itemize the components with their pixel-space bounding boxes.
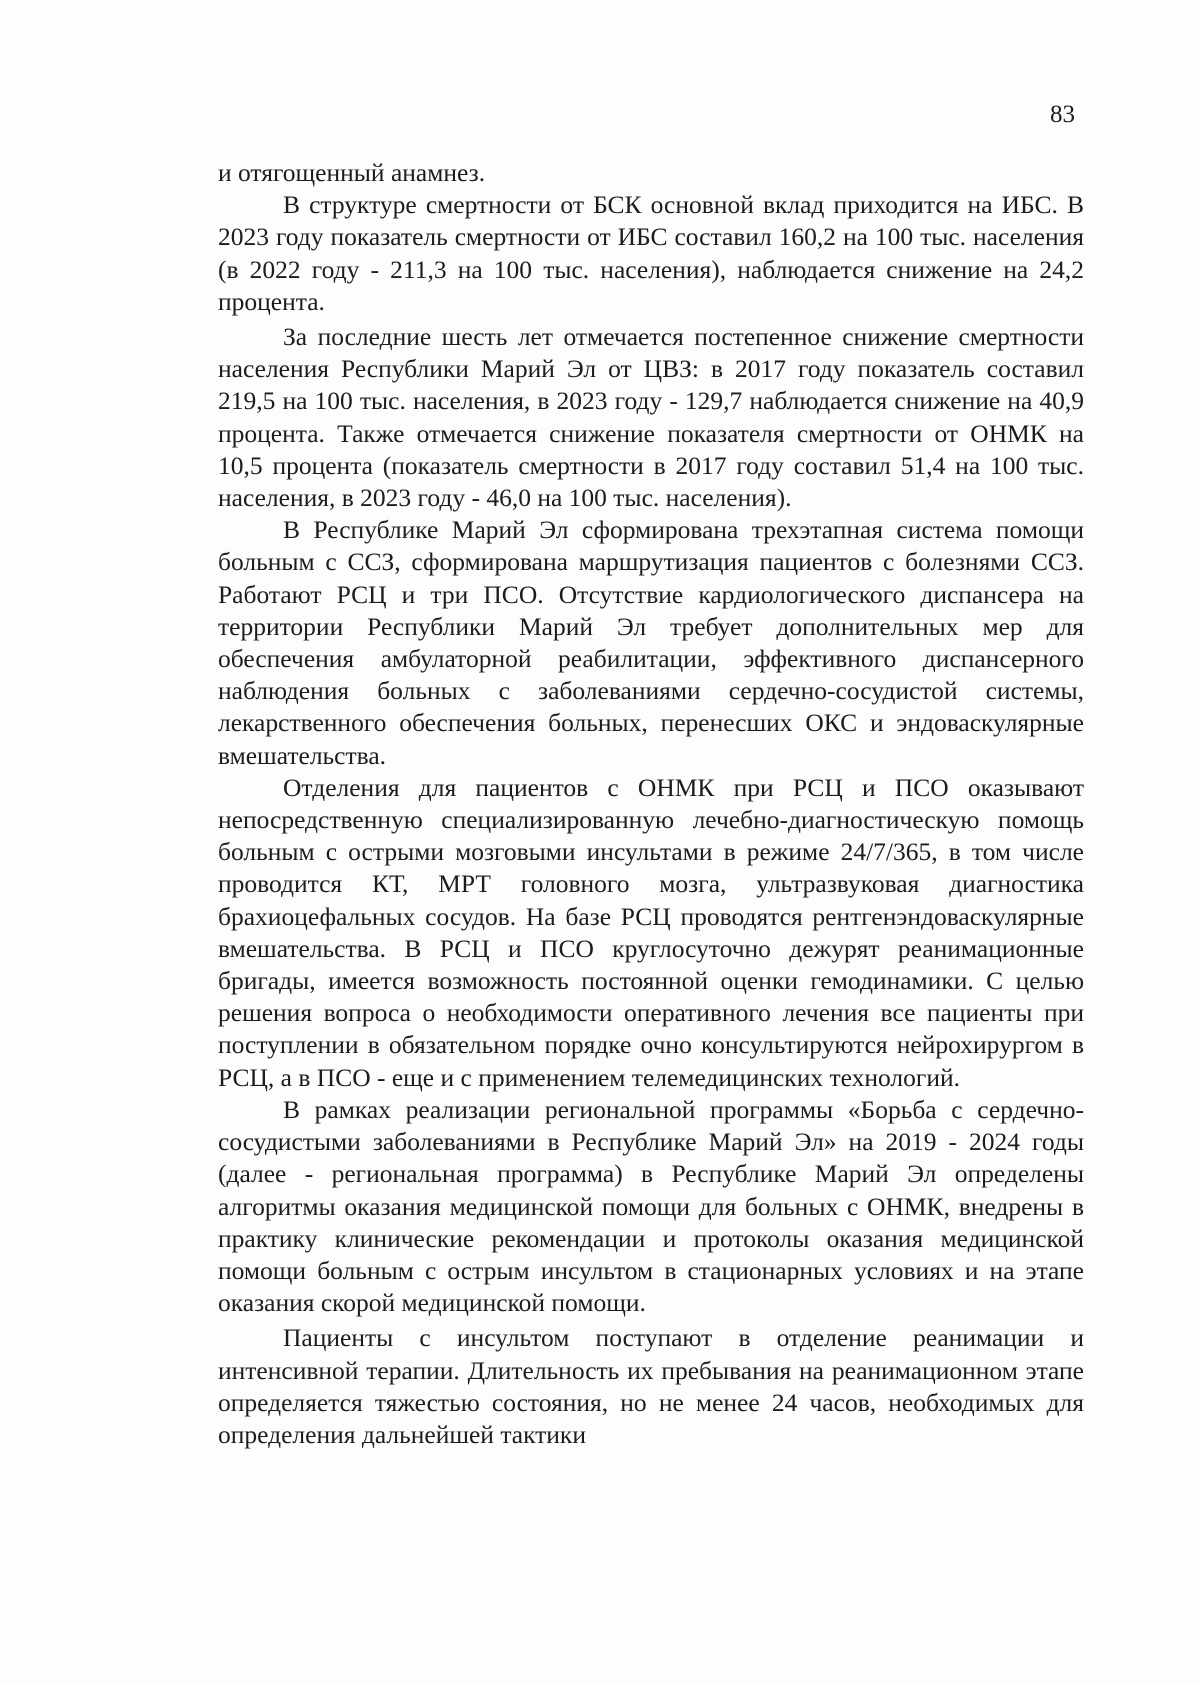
paragraph-cvd-mortality-trend: За последние шесть лет отмечается постепенное снижение смертности населения Республики Марий Эл от ЦВЗ: в 2017 году показатель составил 219,5 на 100 тыс. населения, в 2023 году - 129,7 наблюдается снижение на 40,9 процента. Также отмечается снижение показателя смертности от ОНМК на 10,5 процента (показатель смертности в 2017 году составил 51,4 на 100 тыс. населения, в 2023 году - 46,0 на 100 тыс. населения).	[218, 322, 1084, 513]
page-number: 83	[1050, 101, 1075, 128]
paragraph-stroke-patients: Пациенты с инсультом поступают в отделение реанимации и интенсивной терапии. Длительность их пребывания на реанимационном этапе определяется тяжестью состояния, но не менее 24 часов, необходимых для определения дальнейшей тактики	[218, 1323, 1084, 1449]
paragraph-ihd-mortality: В структуре смертности от БСК основной вклад приходится на ИБС. В 2023 году показатель смертности от ИБС составил 160,2 на 100 тыс. населения (в 2022 году - 211,3 на 100 тыс. населения), наблюдается снижение на 24,2 процента.	[218, 190, 1084, 316]
paragraph-stroke-departments: Отделения для пациентов с ОНМК при РСЦ и ПСО оказывают непосредственную специализированную лечебно-диагностическую помощь больным с острыми мозговыми инсультами в режиме 24/7/365, в том числе проводится КТ, МРТ головного мозга, ультразвуковая диагностика брахиоцефальных сосудов. На базе РСЦ проводятся рентгенэндоваскулярные вмешательства. В РСЦ и ПСО круглосуточно дежурят реанимационные бригады, имеется возможность постоянной оценки гемодинамики. С целью решения вопроса о необходимости оперативного лечения все пациенты при поступлении в обязательном порядке очно консультируются нейрохирургом в РСЦ, а в ПСО - еще и с применением телемедицинских технологий.	[218, 772, 1084, 1092]
document-body	[218, 157, 1084, 1451]
paragraph-care-system: В Республике Марий Эл сформирована трехэтапная система помощи больным с ССЗ, сформирована маршрутизация пациентов с болезнями ССЗ. Работают РСЦ и три ПСО. Отсутствие кардиологического диспансера на территории Республики Марий Эл требует дополнительных мер для обеспечения амбулаторной реабилитации, эффективного диспансерного наблюдения больных с заболеваниями сердечно-сосудистой системы, лекарственного обеспечения больных, перенесших ОКС и эндоваскулярные вмешательства.	[218, 515, 1084, 770]
paragraph-continuation: и отягощенный анамнез.	[218, 158, 486, 187]
paragraph-regional-program: В рамках реализации региональной программы «Борьба с сердечно-сосудистыми заболеваниями в Республике Марий Эл» на 2019 - 2024 годы (далее - региональная программа) в Республике Марий Эл определены алгоритмы оказания медицинской помощи для больных с ОНМК, внедрены в практику клинические рекомендации и протоколы оказания медицинской помощи больным с острым инсультом в стационарных условиях и на этапе оказания скорой медицинской помощи.	[218, 1094, 1084, 1318]
